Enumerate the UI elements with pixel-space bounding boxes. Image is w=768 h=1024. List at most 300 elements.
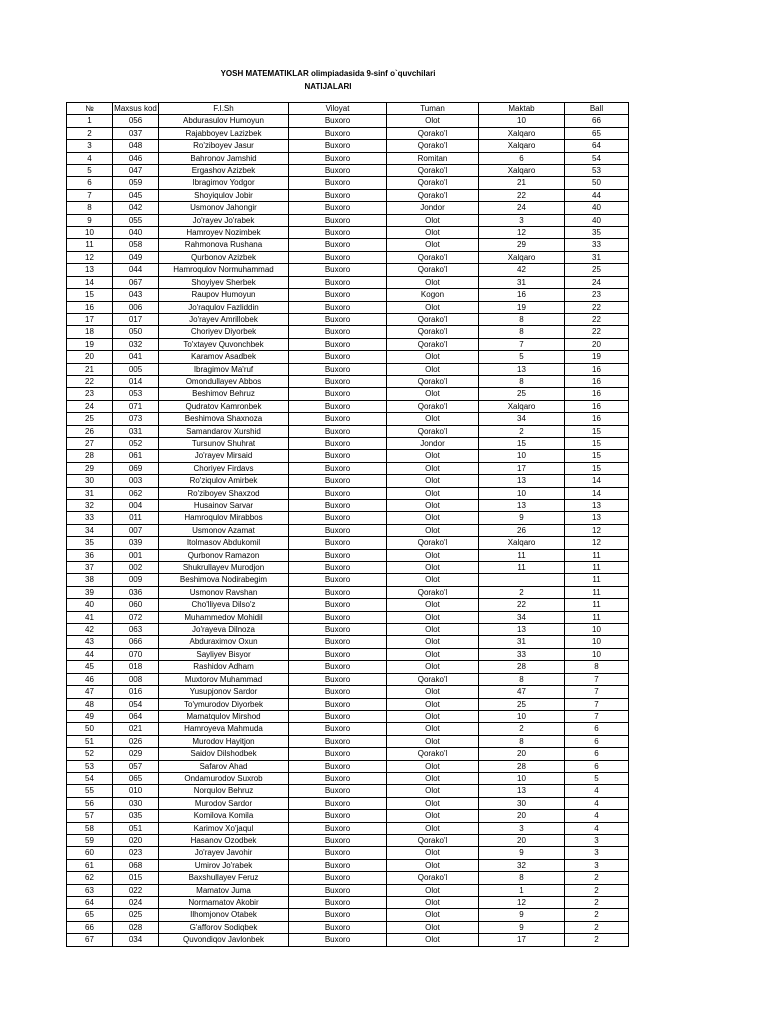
cell-school: 25: [479, 698, 565, 710]
cell-number: 17: [67, 313, 113, 325]
cell-district: Qorako'l: [387, 537, 479, 549]
cell-district: Olot: [387, 909, 479, 921]
cell-full-name: Hamroqulov Mirabbos: [159, 512, 289, 524]
cell-score: 31: [565, 251, 629, 263]
cell-region: Buxoro: [289, 586, 387, 598]
cell-score: 33: [565, 239, 629, 251]
cell-full-name: Jo'rayeva Dilnoza: [159, 624, 289, 636]
cell-code: 062: [113, 487, 159, 499]
cell-number: 35: [67, 537, 113, 549]
cell-school: 20: [479, 748, 565, 760]
cell-school: 12: [479, 897, 565, 909]
cell-district: Olot: [387, 227, 479, 239]
cell-score: 11: [565, 549, 629, 561]
cell-code: 059: [113, 177, 159, 189]
cell-school: 47: [479, 686, 565, 698]
cell-number: 57: [67, 810, 113, 822]
cell-score: 15: [565, 450, 629, 462]
cell-score: 11: [565, 586, 629, 598]
cell-code: 032: [113, 338, 159, 350]
cell-district: Qorako'l: [387, 375, 479, 387]
cell-number: 41: [67, 611, 113, 623]
cell-score: 16: [565, 400, 629, 412]
table-row: [67, 934, 629, 946]
cell-full-name: Shukrullayev Murodjon: [159, 562, 289, 574]
cell-score: 13: [565, 512, 629, 524]
cell-district: Olot: [387, 648, 479, 660]
cell-region: Buxoro: [289, 785, 387, 797]
cell-score: 14: [565, 475, 629, 487]
cell-full-name: Sayliyev Bisyor: [159, 648, 289, 660]
cell-full-name: Shoyiqulov Jobir: [159, 189, 289, 201]
cell-region: Buxoro: [289, 326, 387, 338]
document-title: YOSH MATEMATIKLAR olimpiadasida 9-sinf o`quvchilari: [220, 69, 436, 78]
cell-code: 068: [113, 859, 159, 871]
cell-district: Jondor: [387, 202, 479, 214]
cell-district: Olot: [387, 351, 479, 363]
cell-code: 063: [113, 624, 159, 636]
cell-code: 047: [113, 165, 159, 177]
table-row: [67, 115, 629, 127]
table-row: [67, 822, 629, 834]
cell-region: Buxoro: [289, 599, 387, 611]
cell-full-name: Rahmonova Rushana: [159, 239, 289, 251]
cell-region: Buxoro: [289, 810, 387, 822]
cell-code: 022: [113, 884, 159, 896]
cell-school: 22: [479, 599, 565, 611]
cell-number: 59: [67, 834, 113, 846]
table-row: [67, 487, 629, 499]
cell-code: 006: [113, 301, 159, 313]
cell-school: 31: [479, 636, 565, 648]
cell-region: Buxoro: [289, 698, 387, 710]
cell-school: 8: [479, 313, 565, 325]
cell-full-name: Itolmasov Abdukomil: [159, 537, 289, 549]
cell-school: 31: [479, 276, 565, 288]
table-row: [67, 214, 629, 226]
cell-number: 26: [67, 425, 113, 437]
cell-number: 6: [67, 177, 113, 189]
cell-number: 9: [67, 214, 113, 226]
table-row: [67, 884, 629, 896]
cell-code: 071: [113, 400, 159, 412]
cell-school: Xalqaro: [479, 140, 565, 152]
cell-school: 9: [479, 909, 565, 921]
cell-full-name: Usmonov Jahongir: [159, 202, 289, 214]
cell-full-name: Hamroyev Nozimbek: [159, 227, 289, 239]
cell-district: Olot: [387, 710, 479, 722]
cell-district: Qorako'l: [387, 834, 479, 846]
cell-school: 6: [479, 152, 565, 164]
table-row: [67, 661, 629, 673]
cell-number: 5: [67, 165, 113, 177]
cell-district: Olot: [387, 897, 479, 909]
cell-number: 14: [67, 276, 113, 288]
table-row: [67, 400, 629, 412]
cell-code: 046: [113, 152, 159, 164]
table-row: [67, 723, 629, 735]
table-row: [67, 872, 629, 884]
cell-number: 54: [67, 772, 113, 784]
cell-score: 40: [565, 214, 629, 226]
cell-district: Olot: [387, 363, 479, 375]
cell-region: Buxoro: [289, 251, 387, 263]
cell-school: 34: [479, 611, 565, 623]
cell-region: Buxoro: [289, 301, 387, 313]
cell-score: 3: [565, 847, 629, 859]
cell-full-name: Muhammedov Mohidil: [159, 611, 289, 623]
cell-full-name: Muxtorov Muhammad: [159, 673, 289, 685]
cell-school: 34: [479, 413, 565, 425]
cell-region: Buxoro: [289, 487, 387, 499]
cell-code: 020: [113, 834, 159, 846]
cell-number: 24: [67, 400, 113, 412]
cell-region: Buxoro: [289, 673, 387, 685]
cell-region: Buxoro: [289, 512, 387, 524]
cell-school: 10: [479, 450, 565, 462]
table-row: [67, 289, 629, 301]
cell-full-name: Usmonov Ravshan: [159, 586, 289, 598]
cell-school: 20: [479, 834, 565, 846]
cell-full-name: Beshimova Nodirabegim: [159, 574, 289, 586]
cell-region: Buxoro: [289, 462, 387, 474]
cell-code: 042: [113, 202, 159, 214]
cell-score: 11: [565, 599, 629, 611]
cell-region: Buxoro: [289, 152, 387, 164]
cell-score: 3: [565, 834, 629, 846]
cell-full-name: Mamatqulov Mirshod: [159, 710, 289, 722]
cell-code: 061: [113, 450, 159, 462]
cell-district: Olot: [387, 735, 479, 747]
cell-code: 037: [113, 127, 159, 139]
cell-district: Qorako'l: [387, 177, 479, 189]
cell-region: Buxoro: [289, 611, 387, 623]
cell-score: 10: [565, 636, 629, 648]
cell-score: 20: [565, 338, 629, 350]
cell-number: 40: [67, 599, 113, 611]
cell-number: 52: [67, 748, 113, 760]
table-row: [67, 500, 629, 512]
table-row: [67, 921, 629, 933]
cell-score: 12: [565, 524, 629, 536]
cell-full-name: Normamatov Akobir: [159, 897, 289, 909]
results-table: [66, 102, 629, 947]
cell-district: Qorako'l: [387, 748, 479, 760]
cell-number: 44: [67, 648, 113, 660]
cell-region: Buxoro: [289, 934, 387, 946]
cell-number: 27: [67, 437, 113, 449]
cell-full-name: Samandarov Xurshid: [159, 425, 289, 437]
cell-region: Buxoro: [289, 636, 387, 648]
table-row: [67, 264, 629, 276]
cell-score: 24: [565, 276, 629, 288]
cell-code: 018: [113, 661, 159, 673]
cell-full-name: Saidov Dilshodbek: [159, 748, 289, 760]
cell-district: Olot: [387, 276, 479, 288]
cell-number: 34: [67, 524, 113, 536]
cell-code: 039: [113, 537, 159, 549]
cell-school: 20: [479, 810, 565, 822]
cell-school: 16: [479, 289, 565, 301]
cell-region: Buxoro: [289, 400, 387, 412]
cell-score: 2: [565, 909, 629, 921]
cell-score: 4: [565, 797, 629, 809]
cell-full-name: Komilova Komila: [159, 810, 289, 822]
cell-score: 7: [565, 710, 629, 722]
cell-full-name: Jo'rayev Jo'rabek: [159, 214, 289, 226]
cell-region: Buxoro: [289, 165, 387, 177]
cell-code: 003: [113, 475, 159, 487]
cell-region: Buxoro: [289, 425, 387, 437]
cell-score: 2: [565, 897, 629, 909]
cell-number: 37: [67, 562, 113, 574]
cell-region: Buxoro: [289, 772, 387, 784]
cell-code: 054: [113, 698, 159, 710]
cell-number: 10: [67, 227, 113, 239]
cell-region: Buxoro: [289, 450, 387, 462]
cell-number: 55: [67, 785, 113, 797]
cell-school: 8: [479, 735, 565, 747]
cell-score: 6: [565, 735, 629, 747]
cell-district: Olot: [387, 611, 479, 623]
table-row: [67, 648, 629, 660]
cell-district: Olot: [387, 884, 479, 896]
cell-district: Qorako'l: [387, 326, 479, 338]
cell-code: 026: [113, 735, 159, 747]
cell-score: 10: [565, 624, 629, 636]
cell-school: 15: [479, 437, 565, 449]
cell-number: 65: [67, 909, 113, 921]
cell-region: Buxoro: [289, 177, 387, 189]
cell-full-name: Ibragimov Ma'ruf: [159, 363, 289, 375]
cell-score: 4: [565, 810, 629, 822]
cell-school: Xalqaro: [479, 400, 565, 412]
cell-district: Qorako'l: [387, 586, 479, 598]
cell-full-name: Ergashov Azizbek: [159, 165, 289, 177]
table-row: [67, 227, 629, 239]
table-row: [67, 276, 629, 288]
cell-district: Qorako'l: [387, 425, 479, 437]
cell-number: 36: [67, 549, 113, 561]
cell-code: 067: [113, 276, 159, 288]
cell-number: 4: [67, 152, 113, 164]
cell-school: 5: [479, 351, 565, 363]
cell-region: Buxoro: [289, 276, 387, 288]
cell-number: 2: [67, 127, 113, 139]
cell-number: 49: [67, 710, 113, 722]
cell-school: 1: [479, 884, 565, 896]
cell-region: Buxoro: [289, 897, 387, 909]
cell-region: Buxoro: [289, 648, 387, 660]
cell-code: 034: [113, 934, 159, 946]
cell-region: Buxoro: [289, 537, 387, 549]
table-row: [67, 239, 629, 251]
cell-code: 009: [113, 574, 159, 586]
table-row: [67, 140, 629, 152]
cell-school: 13: [479, 500, 565, 512]
cell-full-name: Jo'raqulov Fazliddin: [159, 301, 289, 313]
cell-code: 069: [113, 462, 159, 474]
cell-number: 62: [67, 872, 113, 884]
cell-full-name: Murodov Sardor: [159, 797, 289, 809]
table-row: [67, 772, 629, 784]
table-row: [67, 351, 629, 363]
cell-code: 060: [113, 599, 159, 611]
cell-school: 13: [479, 624, 565, 636]
cell-region: Buxoro: [289, 624, 387, 636]
cell-school: 13: [479, 785, 565, 797]
cell-school: 9: [479, 512, 565, 524]
cell-region: Buxoro: [289, 661, 387, 673]
cell-code: 014: [113, 375, 159, 387]
cell-district: Olot: [387, 574, 479, 586]
cell-full-name: Hasanov Ozodbek: [159, 834, 289, 846]
cell-score: 22: [565, 301, 629, 313]
table-body: [67, 115, 629, 946]
cell-district: Olot: [387, 810, 479, 822]
cell-code: 055: [113, 214, 159, 226]
cell-code: 017: [113, 313, 159, 325]
header-code: Maxsus kod: [114, 104, 157, 113]
cell-number: 8: [67, 202, 113, 214]
cell-number: 13: [67, 264, 113, 276]
cell-school: 10: [479, 115, 565, 127]
cell-region: Buxoro: [289, 797, 387, 809]
cell-code: 070: [113, 648, 159, 660]
cell-district: Olot: [387, 462, 479, 474]
cell-district: Olot: [387, 487, 479, 499]
cell-region: Buxoro: [289, 375, 387, 387]
cell-full-name: Beshimov Behruz: [159, 388, 289, 400]
cell-full-name: Karamov Asadbek: [159, 351, 289, 363]
cell-district: Olot: [387, 921, 479, 933]
cell-number: 48: [67, 698, 113, 710]
cell-school: 22: [479, 189, 565, 201]
cell-district: Kogon: [387, 289, 479, 301]
table-row: [67, 574, 629, 586]
table-row: [67, 797, 629, 809]
cell-score: 44: [565, 189, 629, 201]
cell-score: 12: [565, 537, 629, 549]
cell-district: Olot: [387, 698, 479, 710]
cell-school: 2: [479, 586, 565, 598]
cell-score: 7: [565, 673, 629, 685]
cell-full-name: Ro'ziboyev Jasur: [159, 140, 289, 152]
table-row: [67, 673, 629, 685]
cell-region: Buxoro: [289, 227, 387, 239]
cell-region: Buxoro: [289, 909, 387, 921]
table-row: [67, 834, 629, 846]
cell-number: 42: [67, 624, 113, 636]
table-row: [67, 859, 629, 871]
cell-score: 11: [565, 574, 629, 586]
cell-score: 22: [565, 326, 629, 338]
cell-region: Buxoro: [289, 289, 387, 301]
cell-school: 28: [479, 760, 565, 772]
cell-number: 11: [67, 239, 113, 251]
cell-number: 32: [67, 500, 113, 512]
cell-region: Buxoro: [289, 475, 387, 487]
cell-code: 058: [113, 239, 159, 251]
cell-district: Olot: [387, 512, 479, 524]
cell-code: 056: [113, 115, 159, 127]
cell-full-name: Hamroyeva Mahmuda: [159, 723, 289, 735]
cell-full-name: To'xtayev Quvonchbek: [159, 338, 289, 350]
cell-district: Olot: [387, 760, 479, 772]
cell-district: Olot: [387, 413, 479, 425]
header-district: Tuman: [387, 103, 479, 115]
cell-district: Olot: [387, 239, 479, 251]
cell-score: 65: [565, 127, 629, 139]
table-row: [67, 189, 629, 201]
cell-district: Qorako'l: [387, 140, 479, 152]
cell-full-name: Abduraximov Oxun: [159, 636, 289, 648]
cell-school: 2: [479, 425, 565, 437]
cell-code: 031: [113, 425, 159, 437]
document-subtitle: NATIJALARI: [304, 82, 352, 91]
table-row: [67, 909, 629, 921]
cell-school: 9: [479, 847, 565, 859]
cell-score: 6: [565, 760, 629, 772]
table-row: [67, 562, 629, 574]
cell-code: 002: [113, 562, 159, 574]
cell-full-name: Cho'lliyeva Dilso'z: [159, 599, 289, 611]
cell-full-name: Ro'ziqulov Amirbek: [159, 475, 289, 487]
cell-score: 3: [565, 859, 629, 871]
cell-number: 23: [67, 388, 113, 400]
cell-full-name: Jo'rayev Mirsaid: [159, 450, 289, 462]
cell-district: Jondor: [387, 437, 479, 449]
cell-school: 21: [479, 177, 565, 189]
cell-number: 46: [67, 673, 113, 685]
cell-number: 38: [67, 574, 113, 586]
cell-number: 63: [67, 884, 113, 896]
cell-district: Olot: [387, 301, 479, 313]
cell-number: 15: [67, 289, 113, 301]
cell-code: 049: [113, 251, 159, 263]
cell-code: 025: [113, 909, 159, 921]
cell-region: Buxoro: [289, 549, 387, 561]
cell-score: 66: [565, 115, 629, 127]
cell-school: 8: [479, 326, 565, 338]
cell-number: 33: [67, 512, 113, 524]
cell-district: Olot: [387, 524, 479, 536]
cell-score: 11: [565, 611, 629, 623]
cell-full-name: Choriyev Diyorbek: [159, 326, 289, 338]
cell-score: 6: [565, 748, 629, 760]
cell-region: Buxoro: [289, 748, 387, 760]
cell-region: Buxoro: [289, 239, 387, 251]
cell-region: Buxoro: [289, 214, 387, 226]
cell-number: 12: [67, 251, 113, 263]
table-row: [67, 462, 629, 474]
cell-full-name: Hamroqulov Normuhammad: [159, 264, 289, 276]
cell-school: Xalqaro: [479, 537, 565, 549]
cell-code: 053: [113, 388, 159, 400]
cell-code: 011: [113, 512, 159, 524]
header-region: Viloyat: [289, 103, 387, 115]
table-row: [67, 165, 629, 177]
cell-full-name: Tursunov Shuhrat: [159, 437, 289, 449]
table-row: [67, 388, 629, 400]
cell-school: 8: [479, 673, 565, 685]
cell-score: 50: [565, 177, 629, 189]
table-row: [67, 475, 629, 487]
cell-school: 3: [479, 214, 565, 226]
header-score: Ball: [565, 103, 629, 115]
cell-code: 030: [113, 797, 159, 809]
cell-score: 2: [565, 872, 629, 884]
